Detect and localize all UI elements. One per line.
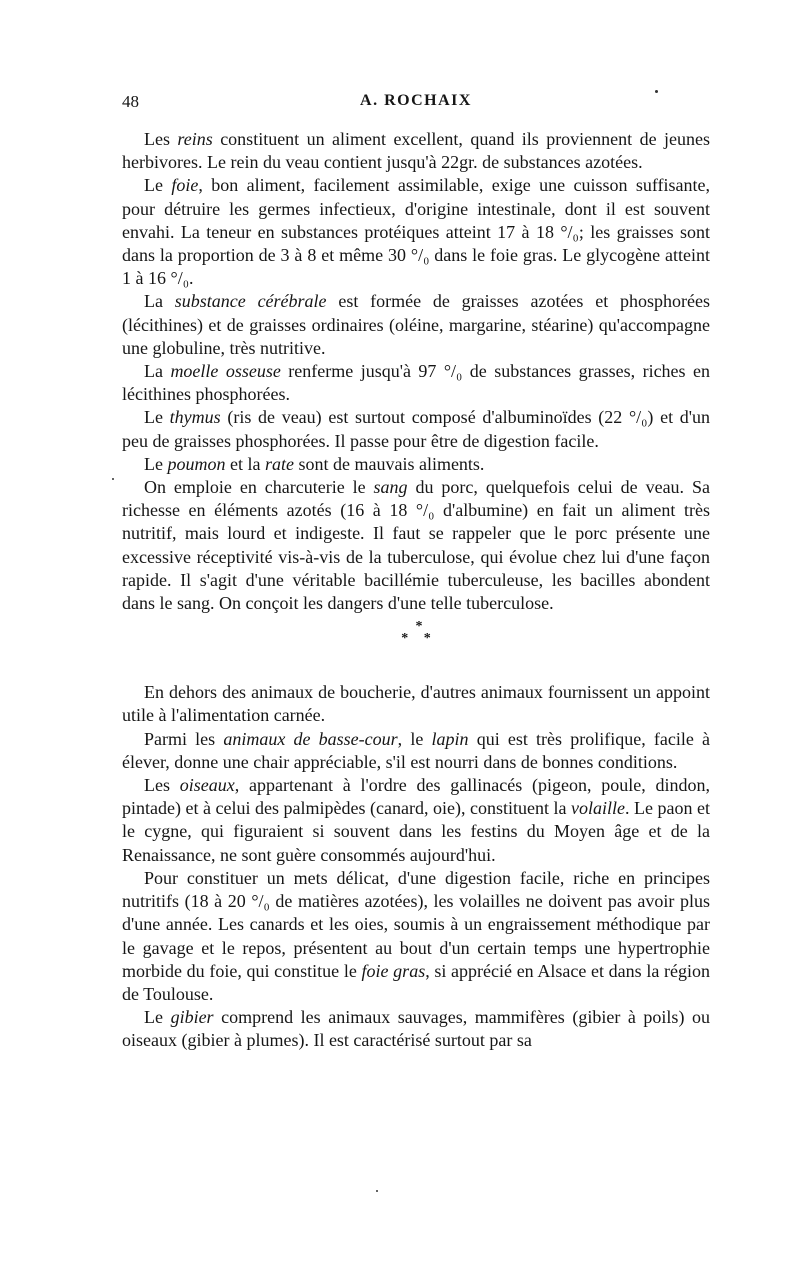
paragraphs-before-break	[122, 128, 710, 615]
italic-term: gibier	[170, 1007, 214, 1028]
text-run: Le	[144, 175, 172, 196]
text-run: La	[144, 291, 175, 312]
text-run: (ris de veau) est surtout composé d'albuminoïdes (22 °/₀) et d'un peu de graisses phosphorées. Il passe pour être de digestion facile.	[122, 407, 710, 451]
text-run: La	[144, 361, 171, 382]
italic-term: animaux de basse-cour	[223, 728, 398, 749]
text-run: Les	[144, 129, 178, 149]
paragraph	[122, 476, 710, 615]
text-run: renferme jusqu'à 97 °/₀ de substances grasses, riches en lécithines phosphorées.	[122, 361, 710, 405]
text-run: Les	[144, 775, 180, 796]
italic-term: foie gras	[361, 960, 426, 981]
text-run: On emploie en charcuterie le	[144, 477, 374, 498]
asterism-top: *	[415, 619, 423, 635]
text-run: Le	[144, 1007, 171, 1028]
text-run: Le	[144, 407, 170, 428]
text-run: En dehors des animaux de boucherie, d'autres animaux fournissent un appoint utile à l'alimentation carnée.	[122, 682, 710, 726]
italic-term: reins	[177, 129, 213, 149]
italic-term: lapin	[431, 728, 469, 749]
italic-term: sang	[373, 477, 408, 498]
paragraph	[122, 681, 710, 727]
paragraph	[122, 290, 710, 360]
running-head: A. ROCHAIX	[360, 92, 472, 109]
print-speck	[112, 478, 114, 480]
italic-term: substance cérébrale	[174, 291, 327, 312]
italic-term: rate	[264, 453, 294, 474]
text-run: qui est très prolifique, facile à élever, donne une chair appréciable, s'il est nourri dans de bonnes conditions.	[122, 728, 710, 772]
text-run: Parmi les	[144, 728, 224, 749]
italic-term: oiseaux	[179, 775, 235, 796]
text-run: est formée de graisses azotées et phosphorées (lécithines) et de graisses ordinaires (oléine, margarine, stéarine) qu'accompagne une globuline, très nutritive.	[122, 291, 710, 358]
paragraphs-after-break	[122, 681, 710, 1052]
italic-term: foie	[171, 175, 199, 196]
italic-term: poumon	[167, 453, 226, 474]
text-run: , le	[397, 728, 432, 749]
italic-term: volaille	[571, 798, 625, 819]
paragraph	[122, 728, 710, 774]
text-run: Le	[144, 453, 168, 474]
asterism-bottom: * *	[401, 631, 437, 647]
text-run: Pour constituer un mets délicat, d'une digestion facile, riche en principes nutritifs (18 à 20 °/₀ de matières azotées), les volailles ne doivent pas avoir plus d'une année. Les canards et les oies, soumis à un engraissement méthodique par le gavage et le repos, présentent au bout d'un certain temps une hypertrophie morbide du foie, qui constitue le	[122, 867, 710, 981]
paragraph	[122, 360, 710, 406]
italic-term: moelle osseuse	[170, 361, 281, 382]
text-run: du porc, quelquefois celui de veau. Sa richesse en éléments azotés (16 à 18 °/₀ d'albumine) en fait un aliment très nutritif, mais lourd et indigeste. Il faut se rappeler que le porc présente une excessive réceptivité vis-à-vis de la tuberculose, qui évolue chez lui d'une façon rapide. Il s'agit d'une véritable bacillémie tuberculeuse, les bacilles abondent dans le sang. On conçoit les dangers d'une telle tuberculose.	[122, 477, 710, 614]
paragraph	[122, 128, 710, 174]
paragraph	[122, 174, 710, 290]
italic-term: thymus	[169, 407, 221, 428]
text-run: constituent un aliment excellent, quand ils proviennent de jeunes herbivores. Le rein du veau contient jusqu'à 22gr. de substances azotées.	[122, 129, 710, 173]
text-run: , bon aliment, facilement assimilable, exige une cuisson suffisante, pour détruire les germes infectieux, d'origine intestinale, dont il est souvent envahi. La teneur en substances protéiques atteint 17 à 18 °/₀; les graisses sont dans la proportion de 3 à 8 et même 30 °/₀ dans le foie gras. Le glycogène atteint 1 à 16 °/₀.	[122, 175, 711, 289]
paragraph	[122, 1006, 710, 1052]
body-text	[122, 128, 710, 1053]
text-run: , appartenant à l'ordre des gallinacés (pigeon, poule, dindon, pintade) et à celui des palmipèdes (canard, oie), constituent la	[122, 775, 710, 819]
paragraph	[122, 774, 710, 867]
text-run: . Le paon et le cygne, qui figuraient si souvent dans les festins du Moyen âge et de la Renaissance, ne sont guère consommés aujourd'hui.	[122, 798, 710, 865]
text-run: et la	[225, 453, 265, 474]
print-speck	[655, 90, 658, 93]
text-run: comprend les animaux sauvages, mammifères (gibier à poils) ou oiseaux (gibier à plumes). Il est caractérisé surtout par sa	[122, 1007, 711, 1051]
text-run: , si apprécié en Alsace et dans la région de Toulouse.	[122, 960, 710, 1004]
print-speck	[376, 1190, 378, 1192]
text-run: sont de mauvais aliments.	[293, 453, 485, 474]
section-break-asterism	[128, 621, 710, 645]
paragraph	[122, 453, 710, 476]
paragraph	[122, 406, 710, 452]
paragraph	[122, 867, 710, 1006]
page-number: 48	[122, 92, 139, 111]
page-header	[122, 92, 710, 118]
